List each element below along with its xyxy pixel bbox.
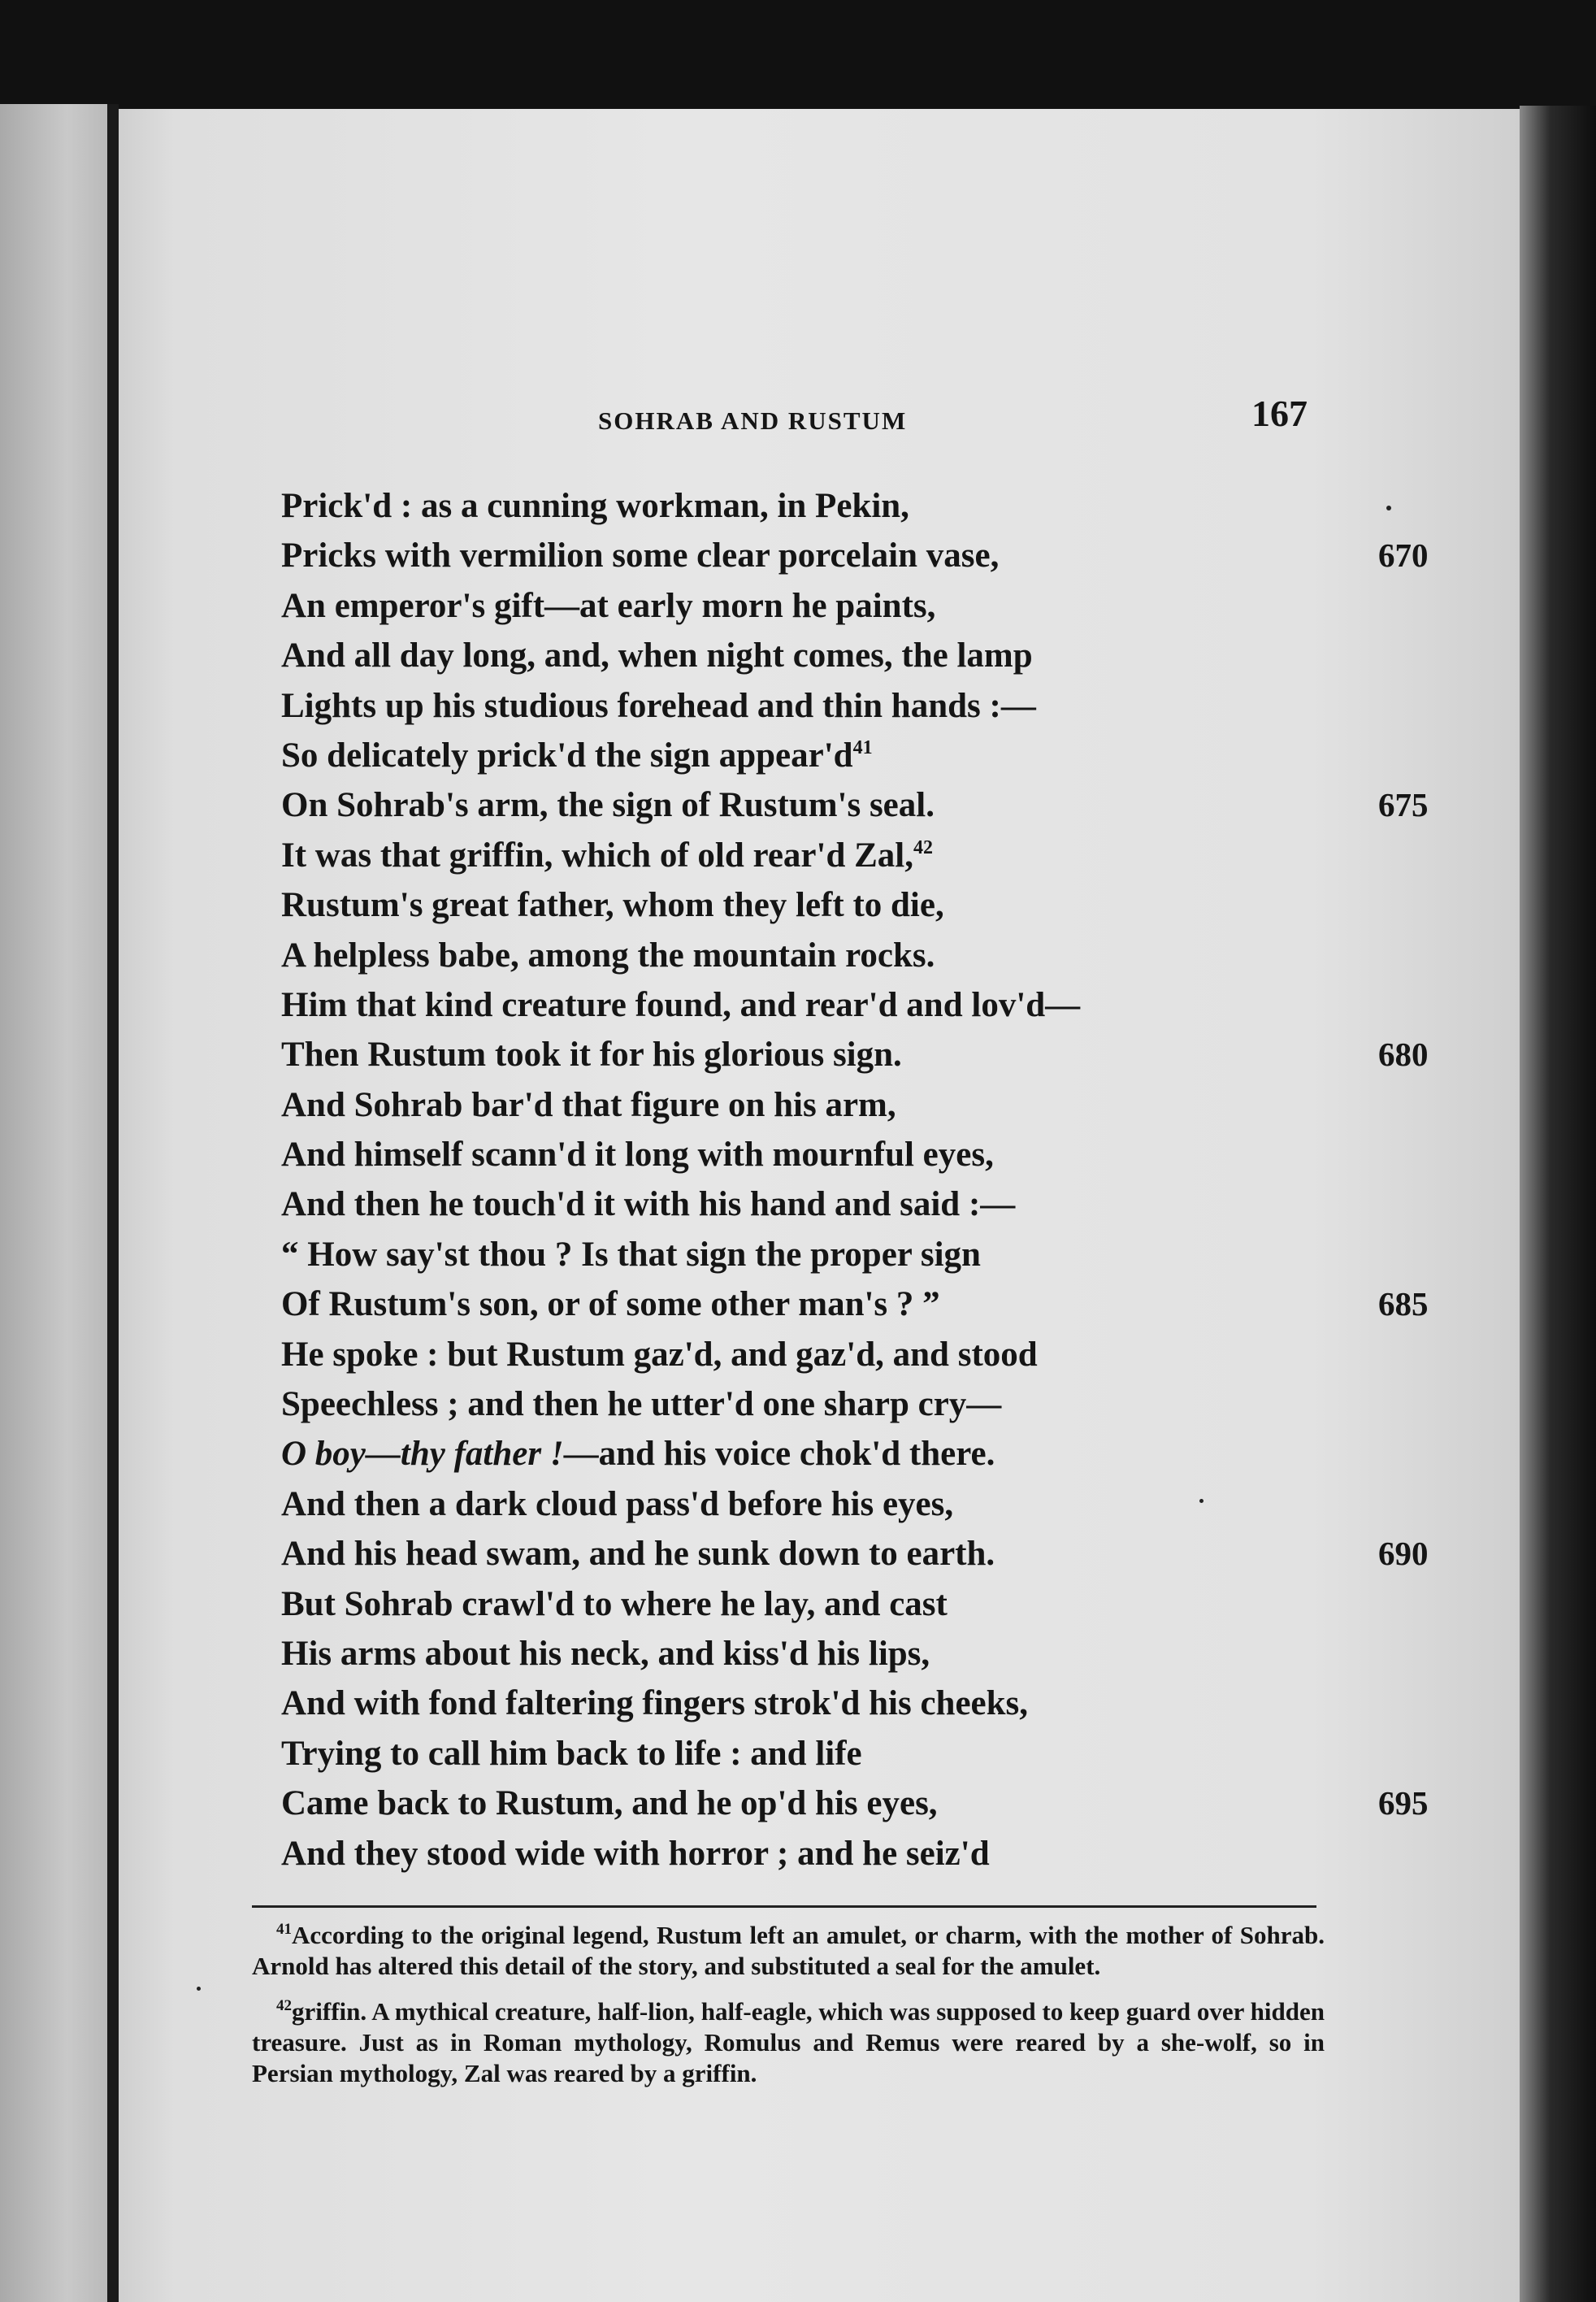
poem-line-text: Then Rustum took it for his glorious sign. bbox=[281, 1036, 902, 1075]
poem-line-text: And they stood wide with horror ; and he seiz'd bbox=[281, 1834, 990, 1873]
poem-line-text: Speechless ; and then he utter'd one sharp cry— bbox=[281, 1385, 1002, 1424]
poem-line bbox=[281, 1829, 1443, 1879]
poem-line-text: Of Rustum's son, or of some other man's ? ” bbox=[281, 1285, 940, 1324]
poem-line bbox=[281, 581, 1443, 631]
book-page bbox=[119, 109, 1520, 2302]
poem-line-text: “ How say'st thou ? Is that sign the proper sign bbox=[281, 1235, 981, 1274]
ink-speck bbox=[1199, 1499, 1204, 1503]
poem-line-text: Prick'd : as a cunning workman, in Pekin, bbox=[281, 487, 909, 525]
poem-line-text: And Sohrab bar'd that figure on his arm, bbox=[281, 1085, 896, 1124]
footnotes bbox=[252, 1920, 1325, 2104]
page-header bbox=[119, 289, 1520, 435]
footnote: $^{41}$According to the original legend, Rustum left an amulet, or charm, with the mother of Sohrab. Arnold has altered this detail of the story, and substituted a seal for the amulet. bbox=[252, 1921, 1325, 1980]
poem-line bbox=[281, 1629, 1443, 1679]
page-number: 167 bbox=[1251, 393, 1308, 434]
poem-line-text: Came back to Rustum, and he op'd his eyes, bbox=[281, 1784, 938, 1823]
poem-line bbox=[281, 531, 1443, 580]
poem-line bbox=[281, 731, 1443, 780]
poem-line-text: It was that griffin, which of old rear'd Zal,$^{42}$ bbox=[281, 836, 933, 875]
poem-line bbox=[281, 1379, 1443, 1429]
poem-line-text: On Sohrab's arm, the sign of Rustum's seal. bbox=[281, 786, 935, 825]
poem-line-text: Trying to call him back to life : and life bbox=[281, 1734, 862, 1773]
poem-line bbox=[281, 1779, 1443, 1828]
footnote-reference: 42 bbox=[913, 836, 933, 858]
page-edge-shadow bbox=[1520, 106, 1596, 2302]
poem-body bbox=[281, 481, 1443, 1879]
poem-line-text: And then a dark cloud pass'd before his eyes, bbox=[281, 1484, 954, 1523]
poem-line bbox=[281, 1279, 1443, 1329]
poem-line-text: Lights up his studious forehead and thin hands :— bbox=[281, 686, 1036, 725]
poem-line bbox=[281, 681, 1443, 731]
footnote-reference: 41 bbox=[852, 736, 873, 758]
poem-line bbox=[281, 931, 1443, 980]
poem-line-text: An emperor's gift—at early morn he paints, bbox=[281, 586, 936, 625]
poem-line bbox=[281, 1179, 1443, 1229]
footnote: $^{42}$griffin. A mythical creature, half-lion, half-eagle, which was supposed to keep guard over hidden treasure. Just as in Roman mythology, Romulus and Remus were reared by a she-wolf, so in Persian mythology, Zal was reared by a griffin. bbox=[252, 1997, 1325, 2087]
poem-line-text: Him that kind creature found, and rear'd and lov'd— bbox=[281, 985, 1081, 1024]
poem-line bbox=[281, 780, 1443, 830]
ink-speck bbox=[197, 1987, 201, 1991]
poem-line bbox=[281, 880, 1443, 930]
poem-line-text: So delicately prick'd the sign $appear'd^{41}$ bbox=[281, 736, 873, 775]
line-number: 670 bbox=[1378, 536, 1429, 575]
poem-line-text: And himself scann'd it long with mournful eyes, bbox=[281, 1136, 994, 1175]
poem-line bbox=[281, 1679, 1443, 1728]
facing-page-edge bbox=[0, 104, 112, 2302]
footnote-rule bbox=[252, 1905, 1316, 1908]
poem-line-text: And his head swam, and he sunk down to earth. bbox=[281, 1535, 995, 1574]
poem-line bbox=[281, 1579, 1443, 1629]
poem-line bbox=[281, 1030, 1443, 1079]
poem-line-text: Pricks with vermilion some clear porcelain vase, bbox=[281, 536, 1000, 576]
poem-line bbox=[281, 631, 1443, 680]
poem-line-text: His arms about his neck, and kiss'd his lips, bbox=[281, 1634, 930, 1673]
line-number: 675 bbox=[1378, 786, 1429, 824]
poem-line bbox=[281, 1529, 1443, 1579]
poem-line bbox=[281, 481, 1443, 531]
poem-line-text: He spoke : but Rustum gaz'd, and gaz'd, and stood bbox=[281, 1335, 1038, 1374]
line-number: 695 bbox=[1378, 1784, 1429, 1822]
poem-line-text: And with fond faltering fingers strok'd his cheeks, bbox=[281, 1684, 1029, 1723]
running-head: SOHRAB AND RUSTUM bbox=[598, 406, 908, 435]
poem-line-text: But Sohrab crawl'd to where he lay, and cast bbox=[281, 1584, 948, 1623]
line-number: 690 bbox=[1378, 1535, 1429, 1573]
footnote-mark: 41 bbox=[276, 1921, 292, 1938]
poem-line bbox=[281, 1479, 1443, 1529]
poem-line-text: A helpless babe, among the mountain rocks. bbox=[281, 936, 935, 975]
poem-line-text: And then he touch'd it with his hand and said :— bbox=[281, 1185, 1016, 1224]
poem-line bbox=[281, 831, 1443, 880]
poem-line bbox=[281, 1080, 1443, 1130]
poem-line bbox=[281, 1429, 1443, 1479]
poem-line bbox=[281, 1330, 1443, 1379]
poem-line-text: And all day long, and, when night comes, the lamp bbox=[281, 636, 1033, 675]
poem-line bbox=[281, 1230, 1443, 1279]
book-gutter bbox=[107, 104, 119, 2302]
poem-line bbox=[281, 980, 1443, 1030]
poem-line-text: Rustum's great father, whom they left to die, bbox=[281, 886, 944, 925]
line-number: 685 bbox=[1378, 1285, 1429, 1323]
footnote-mark: 42 bbox=[276, 1997, 292, 2014]
line-number: 680 bbox=[1378, 1036, 1429, 1074]
ink-speck bbox=[1386, 506, 1391, 510]
poem-line-text: O boy—thy father !—and his voice chok'd there. bbox=[281, 1435, 995, 1474]
poem-line bbox=[281, 1130, 1443, 1179]
poem-line bbox=[281, 1729, 1443, 1779]
italic-phrase: O boy—thy father ! bbox=[281, 1435, 564, 1474]
